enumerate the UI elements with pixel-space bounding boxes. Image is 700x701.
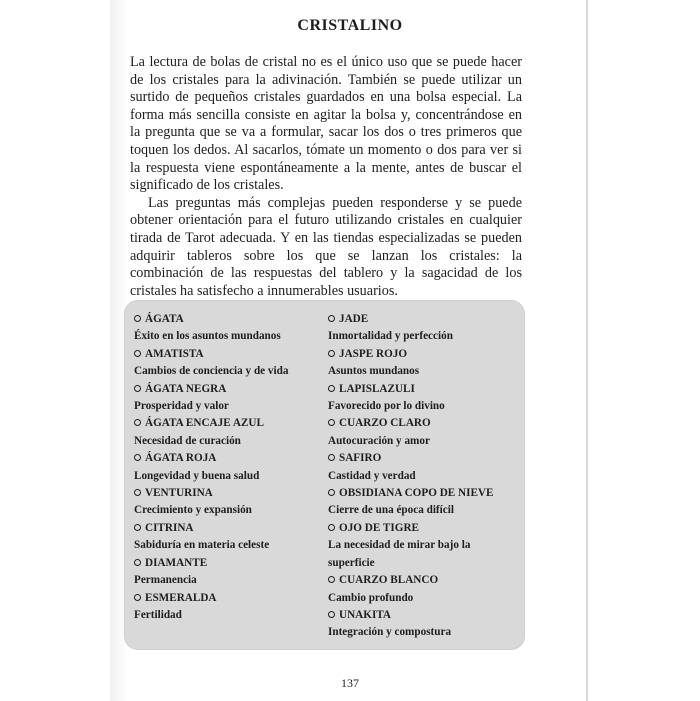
crystal-name: AMATISTA — [134, 346, 326, 363]
crystal-meaning: Autocuración y amor — [328, 434, 430, 447]
crystal-entry — [328, 311, 518, 346]
crystal-meaning: Sabiduría en materia celeste — [134, 539, 270, 552]
bullet-icon — [134, 454, 141, 461]
crystal-name: ÁGATA NEGRA — [134, 381, 326, 398]
crystal-meaning: La necesidad de mirar bajo la superficie — [328, 539, 471, 569]
crystal-name: DIAMANTE — [134, 555, 326, 572]
bullet-icon — [328, 350, 335, 357]
crystal-meaning: Inmortalidad y perfección — [328, 330, 453, 343]
page-edge — [586, 0, 588, 701]
crystal-entry — [134, 555, 326, 590]
crystal-name: VENTURINA — [134, 485, 326, 502]
crystal-name: OJO DE TIGRE — [328, 520, 518, 537]
crystal-meaning: Prosperidad y valor — [134, 400, 229, 413]
crystal-name: CUARZO BLANCO — [328, 572, 518, 589]
crystal-entry — [328, 346, 518, 381]
bullet-icon — [134, 559, 141, 566]
bullet-icon — [328, 315, 335, 322]
crystal-meaning: Cambios de conciencia y de vida — [134, 365, 289, 378]
crystal-entry — [328, 607, 518, 642]
page-title: CRISTALINO — [297, 17, 403, 34]
bullet-icon — [328, 576, 335, 583]
crystal-name: ESMERALDA — [134, 590, 326, 607]
crystal-entry — [134, 311, 326, 346]
crystal-entry — [134, 590, 326, 625]
crystal-meaning: Permanencia — [134, 574, 197, 587]
crystal-list-left — [134, 311, 326, 624]
crystal-name: LAPISLAZULI — [328, 381, 518, 398]
crystal-meaning: Fertilidad — [134, 608, 182, 621]
bullet-icon — [328, 454, 335, 461]
crystal-entry — [134, 415, 326, 450]
bullet-icon — [328, 385, 335, 392]
crystal-list-right — [328, 311, 518, 642]
bullet-icon — [328, 611, 335, 618]
crystal-name: UNAKITA — [328, 607, 518, 624]
body-text — [130, 54, 522, 300]
crystal-entry — [134, 381, 326, 416]
crystal-meaning: Cambio profundo — [328, 591, 414, 604]
bullet-icon — [134, 524, 141, 531]
paragraph-2: Las preguntas más complejas pueden responderse y se puede obtener orientación para el futuro utilizando cristales en cualquier tirada de Tarot adecuada. Y en las tiendas especializadas se pueden adquirir tableros sobre los que se lanzan los cristales: la combinación de las respuestas del tablero y la sagacidad de los cristales ha satisfecho a innumerables usuarios. — [130, 194, 522, 299]
crystal-name: OBSIDIANA COPO DE NIEVE — [328, 485, 518, 502]
bullet-icon — [328, 489, 335, 496]
crystal-name: SAFIRO — [328, 450, 518, 467]
crystal-meaning: Longevidad y buena salud — [134, 469, 260, 482]
crystal-meaning: Favorecido por lo divino — [328, 400, 445, 413]
crystal-name: ÁGATA ENCAJE AZUL — [134, 415, 326, 432]
crystal-entry — [134, 450, 326, 485]
crystal-meaning: Crecimiento y expansión — [134, 504, 252, 517]
crystal-entry — [328, 381, 518, 416]
bullet-icon — [134, 594, 141, 601]
crystal-entry — [328, 485, 518, 520]
crystal-entry — [328, 415, 518, 450]
crystal-name: JASPE ROJO — [328, 346, 518, 363]
crystal-meaning: Asuntos mundanos — [328, 365, 420, 378]
crystal-name: ÁGATA — [134, 311, 326, 328]
crystal-entry — [134, 485, 326, 520]
crystal-meaning: Castidad y verdad — [328, 469, 416, 482]
bullet-icon — [134, 419, 141, 426]
crystal-meaning: Cierre de una época difícil — [328, 504, 454, 517]
page-number: 137 — [341, 676, 359, 690]
bullet-icon — [134, 315, 141, 322]
crystal-entry — [134, 520, 326, 555]
crystal-meaning: Necesidad de curación — [134, 434, 241, 447]
bullet-icon — [328, 419, 335, 426]
crystal-entry — [328, 450, 518, 485]
bullet-icon — [134, 489, 141, 496]
crystal-name: JADE — [328, 311, 518, 328]
crystal-entry — [134, 346, 326, 381]
crystal-meaning: Integración y compostura — [328, 626, 452, 639]
bullet-icon — [134, 385, 141, 392]
paragraph-1: La lectura de bolas de cristal no es el único uso que se puede hacer de los cristales para la adivinación. También se puede utilizar un surtido de pequeños cristales guardados en una bolsa especial. La forma más sencilla consiste en agitar la bolsa y, concentrándose en la pregunta que se va a formular, sacar los dos o tres primeros que toquen los dedos. Al sacarlos, tómate un momento o dos para ver si la respuesta viene espontáneamente a la mente, antes de buscar el significado de los cristales. — [130, 54, 522, 194]
crystal-entry — [328, 572, 518, 607]
crystal-entry — [328, 520, 518, 572]
bullet-icon — [328, 524, 335, 531]
crystal-name: CUARZO CLARO — [328, 415, 518, 432]
crystal-name: ÁGATA ROJA — [134, 450, 326, 467]
crystal-name: CITRINA — [134, 520, 326, 537]
bullet-icon — [134, 350, 141, 357]
crystal-meaning: Éxito en los asuntos mundanos — [134, 330, 281, 343]
